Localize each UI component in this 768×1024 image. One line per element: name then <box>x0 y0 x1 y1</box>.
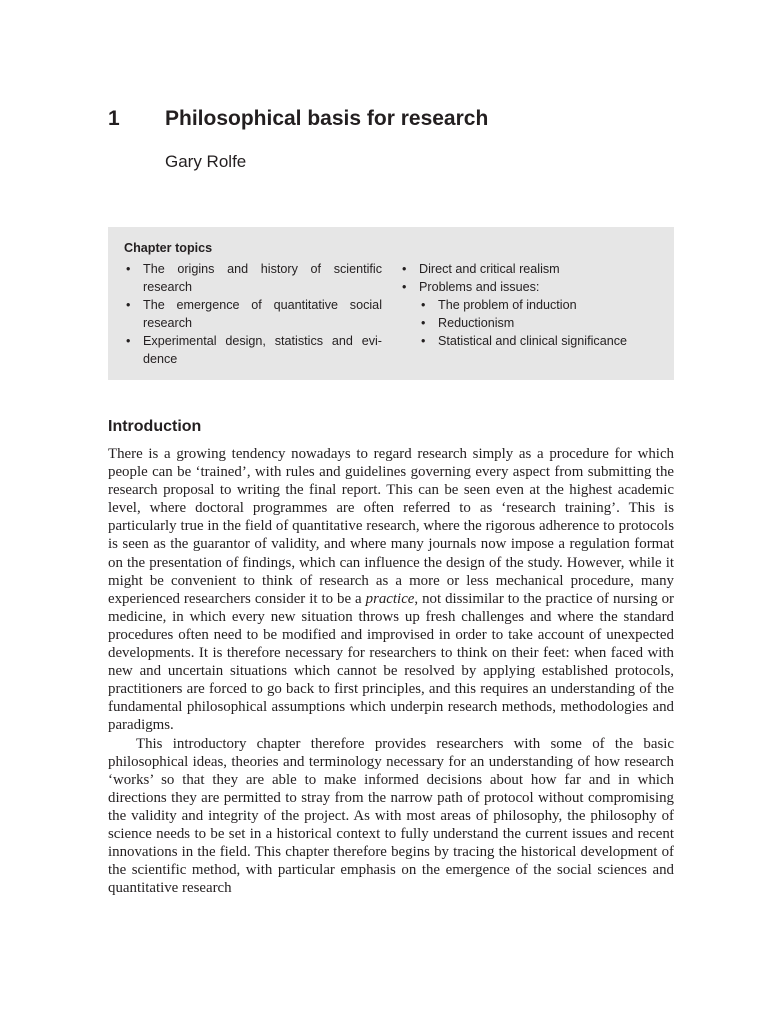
bullet-icon: • <box>126 262 131 276</box>
paragraph <box>108 445 674 735</box>
bullet-icon: • <box>421 298 426 312</box>
topic-label: Problems and issues: <box>419 280 540 294</box>
subtopic-label: Statistical and clinical significance <box>438 334 627 348</box>
chapter-title: Philosophical basis for research <box>165 107 489 130</box>
chapter-number: 1 <box>108 107 120 130</box>
bullet-icon: • <box>402 262 407 276</box>
topic-item <box>400 260 662 278</box>
chapter-heading <box>108 104 674 138</box>
chapter-topics-title: Chapter topics <box>124 241 213 255</box>
chapter-author: Gary Rolfe <box>165 152 247 171</box>
paragraph-text: , not dissimilar to the practice of nursing or medicine, in which every new situation throws up fresh challenges and where the standard procedures often need to be modified and improvised in order to take account of unexpected developments. It is therefore necessary for researchers to think on their feet: when faced with new and uncertain situations which cannot be resolved by applying established protocols, practitioners are forced to go back to first principles, and this requires an understanding of the fundamental philosophical assumptions which underpin research methods, methodologies and paradigms. <box>108 590 675 734</box>
bullet-icon: • <box>421 334 426 348</box>
chapter-topics-left-list <box>124 260 382 368</box>
bullet-icon: • <box>421 316 426 330</box>
bullet-icon: • <box>126 334 131 348</box>
chapter-topics-right-list <box>400 260 662 350</box>
topic-item <box>124 332 382 368</box>
paragraph-text: There is a growing tendency nowadays to regard research simply as a procedure for which people can be ‘trained’, with rules and guidelines governing every aspect from submitting the research proposal to writing the final report. This can be seen even at the highest academic level, where doctoral programmes are often referred to as ‘research training’. This is particularly true in the field of quantitative research, where the rigorous adherence to protocols is seen as the guarantor of validity, and where many journals now impose a regulation format on the presentation of findings, which can influence the design of the study. However, while it might be convenient to think of research as a more or less mechanical procedure, many experienced researchers consider it to be a <box>108 446 674 607</box>
subtopic-group <box>400 296 662 350</box>
subtopic-item <box>400 332 662 350</box>
paragraph: This introductory chapter therefore provides researchers with some of the basic philosophical ideas, theories and terminology necessary for an understanding of how research ‘works’ so that they are able to make informed decisions about how far and in which directions they are permitted to stray from the narrow path of protocol without compromising the validity and integrity of the project. As with most areas of philosophy, the philosophy of science needs to be set in a historical context to fully understand the current issues and recent innovations in the field. This chapter therefore begins by tracing the historical development of the scientific method, with particular emphasis on the emergence of the social sciences and quantitative research <box>108 735 674 897</box>
bullet-icon: • <box>126 298 131 312</box>
topic-label: The origins and history of scientific research <box>143 262 382 294</box>
topic-label: The emergence of quantitative social research <box>143 298 382 330</box>
emphasis-text: practice <box>365 590 415 607</box>
bullet-icon: • <box>402 280 407 294</box>
subtopic-item <box>400 296 662 314</box>
topic-item <box>124 296 382 332</box>
topic-item <box>400 278 662 296</box>
introduction-body <box>108 445 674 897</box>
subtopic-label: The problem of induction <box>438 298 577 312</box>
section-heading-introduction: Introduction <box>108 418 202 435</box>
subtopic-label: Reductionism <box>438 316 515 330</box>
subtopic-list <box>400 296 662 350</box>
chapter-topics-box <box>108 227 674 380</box>
topic-label: Direct and critical realism <box>419 262 560 276</box>
subtopic-item <box>400 314 662 332</box>
topic-label: Experimental design, statistics and evi-dence <box>143 334 382 366</box>
topic-item <box>124 260 382 296</box>
